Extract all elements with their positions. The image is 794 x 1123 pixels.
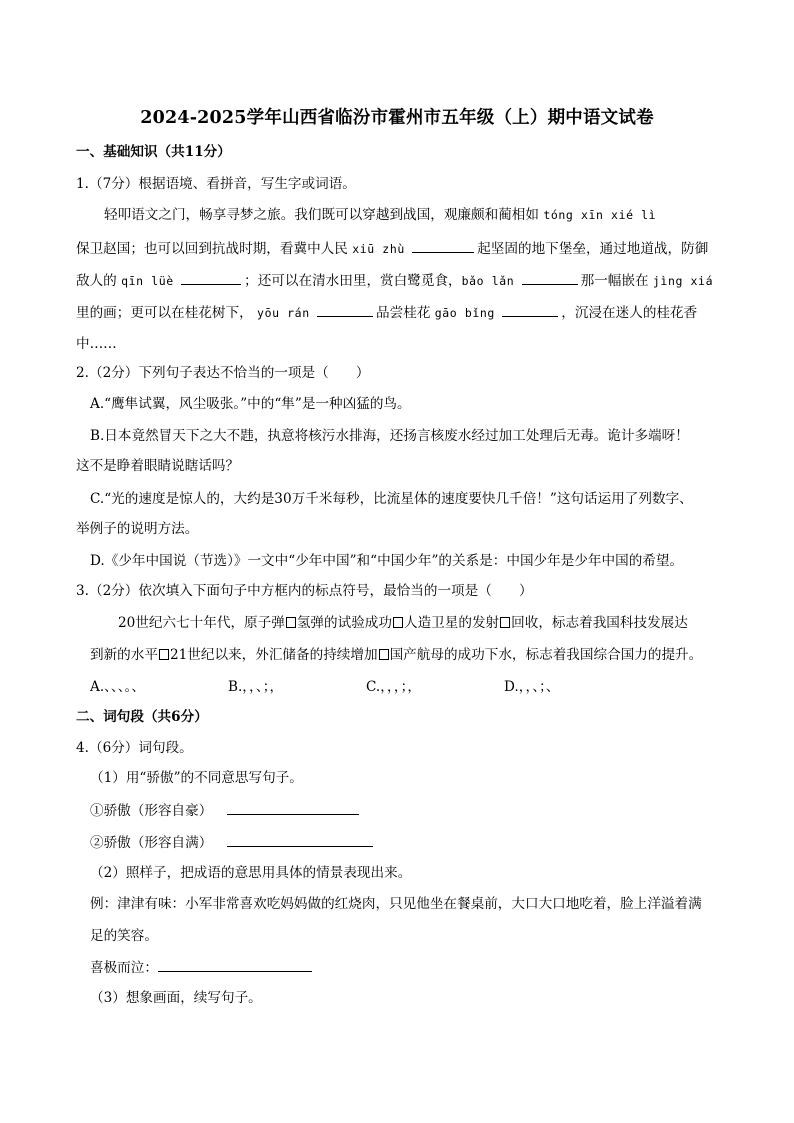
q3-text: 回收，标志着我国科技发展达 [511, 615, 688, 631]
q3-text: 21世纪以来，外汇储备的持续增加 [169, 647, 378, 663]
pinyin-qin-lue: qīn lüè [121, 274, 174, 288]
answer-blank-proud[interactable] [227, 800, 359, 815]
section-heading-words-sentences: 二、词句段（共6分） [76, 709, 208, 725]
punctuation-box [393, 617, 403, 628]
section-heading-basic-knowledge: 一、基础知识（共11分） [76, 144, 231, 160]
q1-text: 那一幅嵌在 [580, 273, 649, 289]
q4-text: ②骄傲（形容自满） [90, 835, 213, 851]
q1-text: ；还可以在清水田里，赏白鹭觅食， [244, 273, 462, 289]
q1-text: 敌人的 [76, 273, 117, 289]
q3-text: 人造卫星的发射 [403, 615, 500, 631]
question-3-option-d[interactable]: D.，，、；、 [504, 679, 560, 695]
punctuation-box [500, 617, 510, 628]
question-2-option-a[interactable]: A.“鹰隼试翼，风尘吸张。”中的“隼”是一种凶猛的鸟。 [90, 396, 411, 412]
question-4-part-3: （3）想象画面，续写句子。 [90, 990, 262, 1006]
punctuation-box [379, 649, 389, 660]
question-3-passage-line-2 [90, 645, 740, 665]
answer-blank-xi-ji-er-qi[interactable] [158, 957, 312, 972]
question-2-stem: 2.（2分）下列句子表达不恰当的一项是（ ） [76, 365, 370, 381]
question-3-option-a[interactable]: A.、、、。、 [90, 679, 145, 695]
q1-text: 品尝桂花 [376, 305, 431, 321]
question-3-option-b[interactable]: B.，，、；， [228, 679, 284, 695]
q3-text: 20世纪六七十年代，原子弹 [118, 615, 285, 631]
question-3-option-c[interactable]: C.，，，；， [366, 679, 422, 695]
pinyin-tong-xin-xie-li: tóng xīn xié lì [543, 208, 657, 222]
question-1-stem: 1.（7分）根据语境、看拼音，写生字或词语。 [76, 176, 356, 192]
q1-text: ，沉浸在迷人的桂花香 [561, 305, 698, 321]
q3-text: 国产航母的成功下水，标志着我国综合国力的提升。 [389, 647, 703, 663]
pinyin-xiu-zhu: xiū zhù [352, 242, 405, 256]
q1-text: 保卫赵国；也可以回到抗战时期，看冀中人民 [76, 241, 348, 257]
question-4-part-1: （1）用“骄傲”的不同意思写句子。 [90, 770, 303, 786]
page-title: 2024-2025学年山西省临汾市霍州市五年级（上）期中语文试卷 [140, 108, 654, 128]
question-1-line-3 [76, 270, 726, 291]
question-4-part-1-a [90, 800, 740, 821]
question-1-line-4 [76, 302, 726, 323]
q3-text: 氢弹的试验成功 [296, 615, 392, 631]
q1-text: 轻叩语文之门，畅享寻梦之旅。我们既可以穿越到战国，观廉颇和蔺相如 [104, 207, 539, 223]
q4-text: 喜极而泣： [90, 960, 158, 976]
question-1-line-2 [76, 238, 726, 259]
question-3-passage-line-1 [118, 613, 768, 633]
question-4-part-1-b [90, 832, 740, 853]
question-4-example: 例：津津有味：小军非常喜欢吃妈妈做的红烧肉，只见他坐在餐桌前，大口大口地吃着，脸上洋溢着满 [90, 896, 702, 912]
q4-text: ①骄傲（形容自豪） [90, 803, 213, 819]
question-3-stem: 3.（2分）依次填入下面句子中方框内的标点符号，最恰当的一项是（ ） [76, 583, 533, 599]
pinyin-gao-bing: gāo bǐng [434, 306, 495, 320]
question-2-option-b[interactable]: B.日本竟然冒天下之大不韪，执意将核污水排海，还扬言核废水经过加工处理后无毒。诡计多端呀！ [90, 428, 689, 444]
question-2-option-b-cont: 这不是睁着眼睛说瞎话吗？ [76, 458, 240, 474]
question-4-stem: 4.（6分）词句段。 [76, 740, 193, 756]
punctuation-box [286, 617, 296, 628]
pinyin-you-ran: yōu rán [257, 306, 310, 320]
question-2-option-d[interactable]: D.《少年中国说（节选）》一文中“少年中国”和“中国少年”的关系是：中国少年是少年中国的希望。 [90, 553, 684, 569]
answer-blank-you-ran[interactable] [317, 302, 373, 317]
question-4-example-cont: 足的笑容。 [90, 928, 158, 944]
question-1-line-1 [104, 205, 726, 225]
punctuation-box [159, 649, 169, 660]
pinyin-bao-lan: bǎo lǎn [461, 274, 515, 288]
answer-blank-bao-lan[interactable] [522, 270, 578, 285]
q3-text: 到新的水平 [90, 647, 158, 663]
question-4-part-2: （2）照样子，把成语的意思用具体的情景表现出来。 [90, 865, 412, 881]
answer-blank-gao-bing[interactable] [502, 302, 558, 317]
q1-text: 起坚固的地下堡垒，通过地道战，防御 [477, 241, 709, 257]
answer-blank-xiu-zhu[interactable] [412, 238, 474, 253]
pinyin-jing-xia: jìng xiá [652, 274, 714, 288]
question-3-options [90, 677, 740, 697]
question-1-line-5: 中…… [76, 336, 117, 352]
question-2-option-c[interactable]: C.“光的速度是惊人的，大约是30万千米每秒，比流星体的速度要快几千倍！”这句话运用了列数字、 [90, 491, 693, 507]
question-4-part-2-a [90, 957, 740, 978]
answer-blank-conceited[interactable] [227, 832, 373, 847]
q1-text: 里的画；更可以在桂花树下， [76, 305, 253, 321]
question-2-option-c-cont: 举例子的说明方法。 [76, 521, 199, 537]
answer-blank-qin-lue[interactable] [181, 270, 241, 285]
